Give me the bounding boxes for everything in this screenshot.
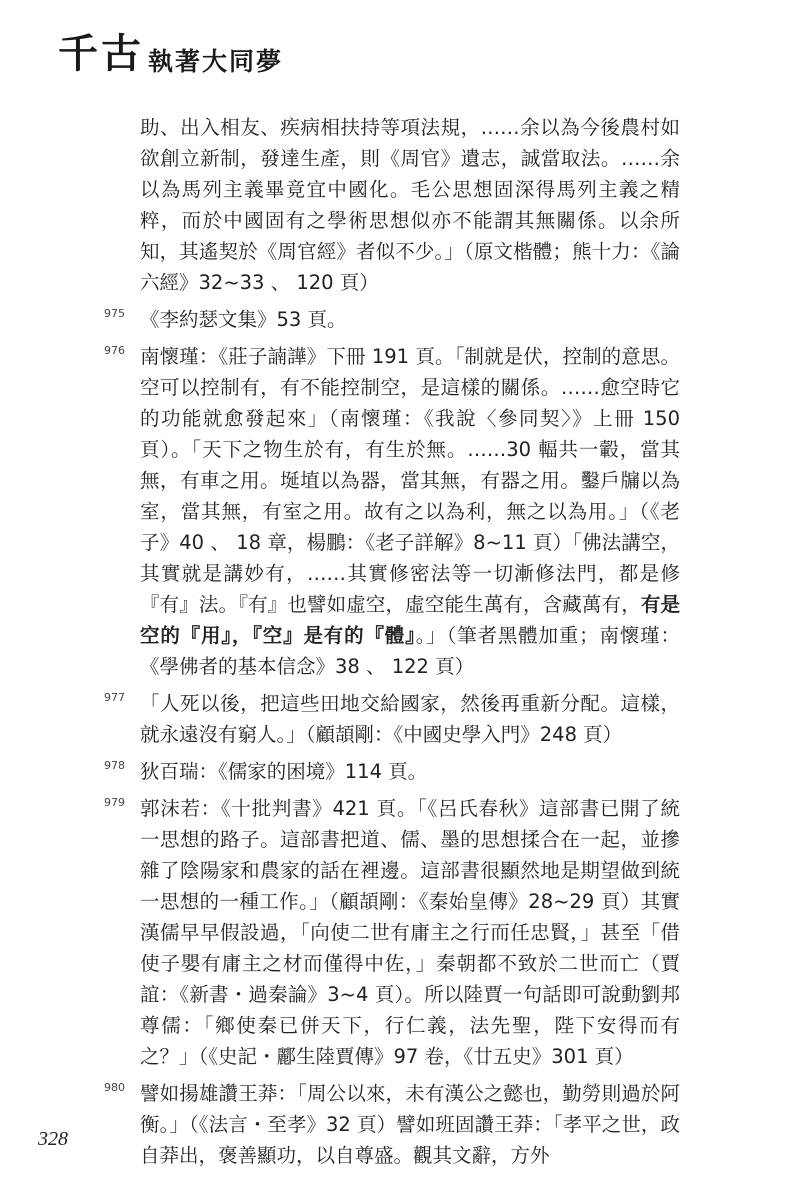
footnote-text: 南懷瑾：《莊子諵譁》下冊 191 頁。「制就是伏，控制的意思。空可以控制有，有不能控制空，是這樣的關係。……愈空時它的功能就愈發起來」（南懷瑾：《我說〈參同契〉》上冊 150 頁）。「天下之物生於有，有生於無。……30 輻共一轂，當其無，有車之用。埏埴以為器，當其無，有器之用。鑿戶牖以為室，當其無，有室之用。故有之以為利，無之以為用。」（《老子》40 、 18 章，楊鵬：《老子詳解》8~11 頁）「佛法講空，其實就是講妙有，……其實修密法等一切漸修法門，都是修『有』法。『有』也譬如虛空，虛空能生萬有，含藏萬有，: [140, 345, 680, 616]
footnote-bold-text: 有是空的『用』，『空』是有的『體』: [140, 593, 680, 647]
footnote-text: 助、出入相友、疾病相扶持等項法規，……余以為今後農村如欲創立新制，發達生產，則《周官》遺志，誠當取法。……余以為馬列主義畢竟宜中國化。毛公思想固深得馬列主義之精粹，而於中國固有之學術思想似亦不能謂其無關係。以余所知，其遙契於《周官經》者似不少。」（原文楷體；熊十力：《論六經》32~33 、 120 頁）: [140, 116, 680, 294]
footnote-text: 郭沫若：《十批判書》421 頁。「《呂氏春秋》這部書已開了統一思想的路子。這部書把道、儒、墨的思想揉合在一起，並摻雜了陰陽家和農家的話在裡邊。這部書很顯然地是期望做到統一思想的一種工作。」（顧頡剛：《秦始皇傳》28~29 頁）其實漢儒早早假設過，「向使二世有庸主之行而任忠賢，」甚至「借使子嬰有庸主之材而僅得中佐，」秦朝都不致於二世而亡（賈誼：《新書・過秦論》3~4 頁）。所以陸賈一句話即可說動劉邦尊儒：「鄉使秦已併天下，行仁義，法先聖，陛下安得而有之？」（《史記・酈生陸賈傳》97 卷，《廿五史》301 頁）: [140, 797, 680, 1068]
footnote-number: 980: [104, 1081, 125, 1094]
footnote-text: 。」（筆者黑體加重；南懷瑾：《學佛者的基本信念》38 、 122 頁）: [140, 624, 680, 678]
page-header: [58, 30, 284, 77]
footnote: [100, 341, 680, 682]
footnote-text: 《李約瑟文集》53 頁。: [140, 308, 347, 331]
footnotes-list: [100, 112, 680, 1177]
footnote-number: 976: [104, 344, 125, 357]
footnote: [100, 756, 680, 787]
footnote: [100, 1078, 680, 1171]
footnote-number: 979: [104, 796, 125, 809]
footnote-text: 譬如揚雄讚王莽：「周公以來，未有漢公之懿也，勤勞則過於阿衡。」（《法言・至孝》32 頁）譬如班固讚王莽：「孝平之世，政自莽出，褒善顯功，以自尊盛。觀其文辭，方外: [140, 1082, 680, 1167]
footnote-number: 975: [104, 307, 125, 320]
footnote: [100, 793, 680, 1072]
footnote: [100, 304, 680, 335]
book-title-main: 千古: [58, 30, 144, 77]
page-number: 328: [38, 1128, 68, 1150]
footnote-number: 978: [104, 759, 125, 772]
footnote-text: 狄百瑞：《儒家的困境》114 頁。: [140, 760, 428, 783]
footnote: [100, 112, 680, 298]
book-title-sub: 執著大同夢: [148, 47, 284, 76]
footnote-text: 「人死以後，把這些田地交給國家，然後再重新分配。這樣，就永遠沒有窮人。」（顧頡剛：《中國史學入門》248 頁）: [140, 692, 680, 746]
footnote: [100, 688, 680, 750]
footnote-number: 977: [104, 691, 125, 704]
